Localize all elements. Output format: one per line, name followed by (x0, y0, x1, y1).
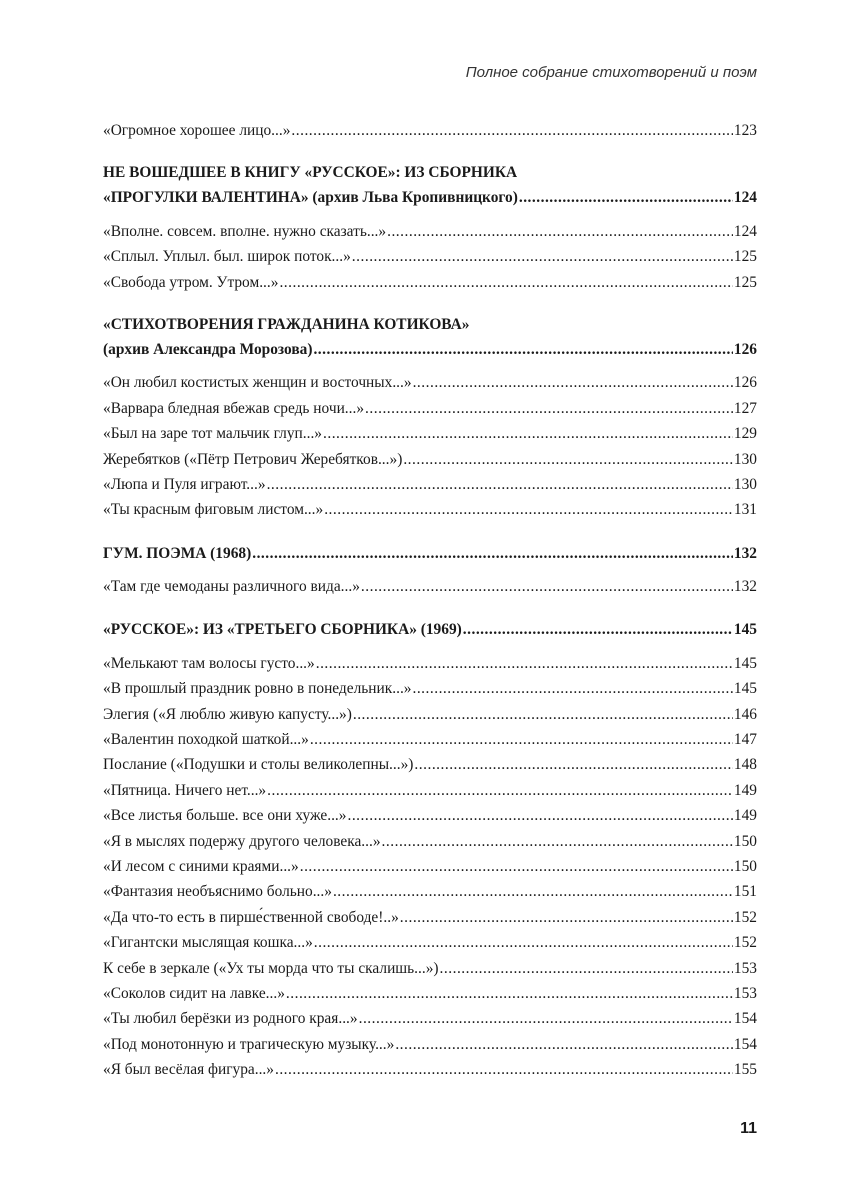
section-heading-line[interactable] (103, 617, 757, 642)
leader-dots (440, 956, 733, 981)
leader-dots (412, 676, 732, 701)
leader-dots (300, 854, 733, 879)
leader-dots (279, 270, 732, 295)
toc-entry-title: «Ты любил берёзки из родного края...» (103, 1010, 358, 1028)
toc-entry-page: 152 (733, 934, 757, 952)
leader-dots (286, 981, 733, 1006)
toc-entry[interactable] (103, 829, 757, 854)
toc-entry-page: 132 (733, 578, 757, 596)
toc-entry[interactable] (103, 421, 757, 446)
leader-dots (403, 447, 733, 472)
toc-entry-page: 145 (733, 680, 757, 698)
toc-entry-title: Жеребятков («Пётр Петрович Жеребятков...») (103, 450, 403, 468)
toc-entry-page: 150 (733, 832, 757, 850)
leader-dots (275, 1057, 733, 1082)
toc-entry-title: «И лесом с синими краями...» (103, 857, 299, 875)
leader-dots (352, 244, 733, 269)
leader-dots (267, 472, 733, 497)
toc-entry-title: «Я в мыслях подержу другого человека...» (103, 832, 381, 850)
section-heading-page: 132 (733, 544, 757, 562)
leader-dots (323, 421, 733, 446)
leader-dots (359, 1006, 733, 1031)
leader-dots (347, 803, 732, 828)
leader-dots (382, 829, 733, 854)
leader-dots (314, 930, 733, 955)
leader-dots (313, 337, 732, 362)
leader-dots (267, 778, 733, 803)
toc-entry-title: К себе в зеркале («Ух ты морда что ты скалишь...») (103, 959, 439, 977)
toc-entry[interactable] (103, 396, 757, 421)
toc-entry-title: «Я был весёлая фигура...» (103, 1061, 274, 1079)
toc-entry-page: 125 (733, 248, 757, 266)
toc-entry[interactable] (103, 930, 757, 955)
section-heading-title: «РУССКОЕ»: ИЗ «ТРЕТЬЕГО СБОРНИКА» (1969) (103, 621, 462, 639)
leader-dots (387, 219, 733, 244)
toc-entry-page: 146 (733, 705, 757, 723)
toc-entry-title: Элегия («Я люблю живую капусту...») (103, 705, 352, 723)
leader-dots (324, 497, 733, 522)
toc-entry[interactable] (103, 905, 757, 930)
toc-entry-title: «Фантазия необъяснимо больно...» (103, 883, 332, 901)
toc-entry-page: 124 (733, 222, 757, 240)
toc-entry-page: 127 (733, 399, 757, 417)
section-heading-line[interactable] (103, 541, 757, 566)
toc-entry-page: 147 (733, 731, 757, 749)
leader-dots (353, 702, 733, 727)
section-heading-line[interactable] (103, 185, 757, 210)
toc-entry-page: 125 (733, 273, 757, 291)
toc-entry-page: 130 (733, 475, 757, 493)
leader-dots (463, 617, 733, 642)
leader-dots (361, 574, 733, 599)
toc-entry[interactable] (103, 676, 757, 701)
section-heading-title: (архив Александра Морозова) (103, 340, 313, 358)
toc-entry[interactable] (103, 651, 757, 676)
section-heading-page: 126 (733, 340, 757, 358)
section-heading-line[interactable] (103, 337, 757, 362)
toc-entry-page: 150 (733, 857, 757, 875)
leader-dots (252, 541, 733, 566)
leader-dots (316, 651, 733, 676)
toc-entry-page: 145 (733, 654, 757, 672)
toc-entry-page: 129 (733, 425, 757, 443)
toc-entry-title: «Огромное хорошее лицо...» (103, 122, 291, 139)
toc-entry[interactable] (103, 1032, 757, 1057)
toc-entry[interactable] (103, 219, 757, 244)
toc-entry-title: «Гигантски мыслящая кошка...» (103, 934, 313, 952)
section-heading[interactable]: «СТИХОТВОРЕНИЯ ГРАЖДАНИНА КОТИКОВА» (103, 315, 470, 333)
toc-entry-title: «Он любил костистых женщин и восточных...» (103, 374, 412, 392)
toc-entry[interactable] (103, 1006, 757, 1031)
toc-entry[interactable] (103, 854, 757, 879)
running-title: Полное собрание стихотворений и поэм (465, 64, 757, 81)
toc-entry[interactable] (103, 118, 757, 143)
leader-dots (519, 185, 733, 210)
toc-entry-title: «Ты красным фиговым листом...» (103, 501, 324, 519)
toc-entry[interactable] (103, 447, 757, 472)
toc-entry-page: 131 (733, 501, 757, 519)
toc-entry-title: «Мелькают там волосы густо...» (103, 654, 315, 672)
leader-dots (291, 118, 733, 143)
toc-entry-page: 155 (733, 1061, 757, 1079)
toc-entry[interactable] (103, 270, 757, 295)
leader-dots (395, 1032, 733, 1057)
section-heading-page: 124 (733, 189, 757, 207)
toc-entry-page: 152 (733, 908, 757, 926)
toc-entry-page: 149 (733, 781, 757, 799)
toc-entry[interactable] (103, 370, 757, 395)
toc-entry[interactable] (103, 956, 757, 981)
section-heading-page: 145 (733, 621, 757, 639)
leader-dots (414, 752, 732, 777)
toc-entry-page: 148 (733, 756, 757, 774)
toc-entry-title: «Все листья больше. все они хуже...» (103, 807, 347, 825)
toc-entry-title: «Под монотонную и трагическую музыку...» (103, 1035, 395, 1053)
toc-entry-page: 153 (733, 959, 757, 977)
leader-dots (365, 396, 733, 421)
page-number: 11 (740, 1120, 757, 1137)
toc-entry-title: «В прошлый праздник ровно в понедельник...» (103, 680, 412, 698)
toc-entry-page: 123 (733, 122, 757, 139)
toc-entry[interactable] (103, 472, 757, 497)
toc-entry-title: «Вполне. совсем. вполне. нужно сказать...» (103, 222, 387, 240)
toc-entry-page: 149 (733, 807, 757, 825)
toc-entry-title: «Валентин походкой шаткой...» (103, 731, 309, 749)
toc-entry-page: 130 (733, 450, 757, 468)
toc-entry-title: «Сплыл. Уплыл. был. широк поток...» (103, 248, 351, 266)
toc-entry-title: «Соколов сидит на лавке...» (103, 984, 285, 1002)
toc-entry[interactable] (103, 981, 757, 1006)
toc-entry[interactable] (103, 574, 757, 599)
toc-entry-title: «Варвара бледная вбежав средь ночи...» (103, 399, 365, 417)
toc-entry-title: «Пятница. Ничего нет...» (103, 781, 267, 799)
leader-dots (413, 370, 733, 395)
leader-dots (333, 879, 733, 904)
toc-entry[interactable] (103, 244, 757, 269)
toc-entry-page: 126 (733, 374, 757, 392)
toc-entry[interactable] (103, 778, 757, 803)
toc-entry[interactable] (103, 702, 757, 727)
toc-entry[interactable] (103, 752, 757, 777)
toc-entry-title: «Свобода утром. Утром...» (103, 273, 279, 291)
toc-entry-page: 154 (733, 1010, 757, 1028)
toc-entry[interactable] (103, 497, 757, 522)
toc-entry-title: «Да что-то есть в пирше́ственной свободе!..» (103, 908, 399, 926)
section-heading-title: ГУМ. ПОЭМА (1968) (103, 544, 252, 562)
toc-entry[interactable] (103, 879, 757, 904)
table-of-contents (103, 118, 757, 1083)
toc-entry-page: 153 (733, 984, 757, 1002)
toc-entry[interactable] (103, 727, 757, 752)
toc-entry-title: Послание («Подушки и столы великолепны...») (103, 756, 414, 774)
toc-entry-title: «Люпа и Пуля играют...» (103, 475, 266, 493)
toc-entry-title: «Там где чемоданы различного вида...» (103, 578, 360, 596)
toc-entry-title: «Был на заре тот мальчик глуп...» (103, 425, 322, 443)
leader-dots (310, 727, 733, 752)
toc-entry[interactable] (103, 1057, 757, 1082)
toc-entry-page: 154 (733, 1035, 757, 1053)
leader-dots (400, 905, 733, 930)
section-heading[interactable]: НЕ ВОШЕДШЕЕ В КНИГУ «РУССКОЕ»: ИЗ СБОРНИКА (103, 164, 518, 182)
toc-entry[interactable] (103, 803, 757, 828)
section-heading-title: «ПРОГУЛКИ ВАЛЕНТИНА» (архив Льва Кропивницкого) (103, 189, 518, 207)
toc-entry-page: 151 (733, 883, 757, 901)
